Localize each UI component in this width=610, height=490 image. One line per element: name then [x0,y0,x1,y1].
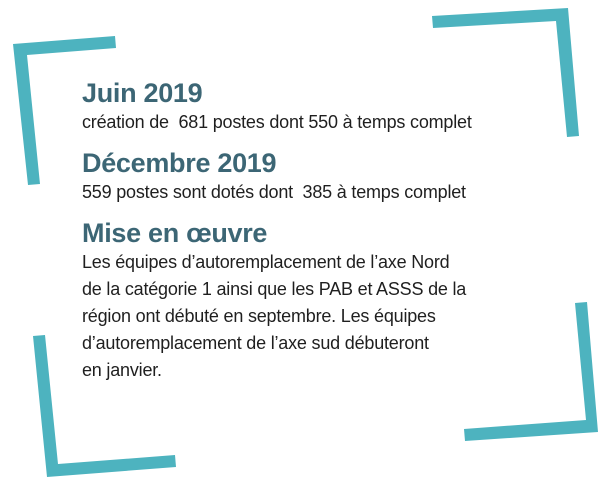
text-june-2019: création de 681 postes dont 550 à temps complet [82,112,472,132]
content [82,78,552,384]
heading-implementation: Mise en œuvre [82,218,268,248]
heading-june-2019: Juin 2019 [82,78,203,108]
heading-december-2019: Décembre 2019 [82,148,277,178]
text-december-2019: 559 postes sont dotés dont 385 à temps complet [82,182,466,202]
paragraph-line: d’autoremplacement de l’axe sud débuteront [82,333,429,353]
section-june-2019 [82,78,552,136]
section-implementation [82,218,552,384]
paragraph-line: Les équipes d’autoremplacement de l’axe Nord [82,252,450,272]
section-december-2019 [82,148,552,206]
paragraph-line: en janvier. [82,360,162,380]
paragraph-line: région ont débuté en septembre. Les équipes [82,306,436,326]
paragraph-line: de la catégorie 1 ainsi que les PAB et ASSS de la [82,279,467,299]
paragraph-implementation [82,249,552,384]
